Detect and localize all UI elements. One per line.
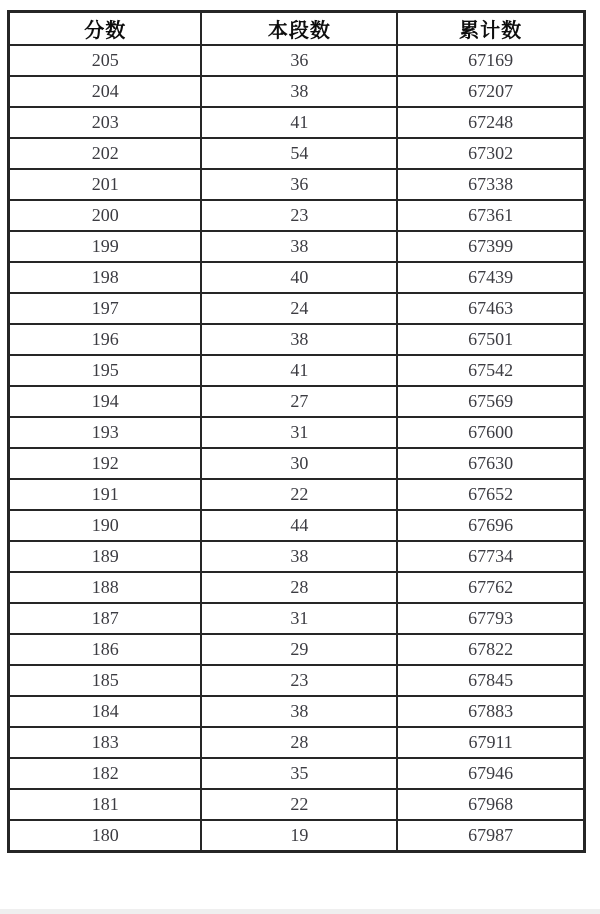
table-row: [9, 789, 585, 820]
score-cell: 191: [9, 479, 202, 510]
table-row: [9, 603, 585, 634]
score-cell: 186: [9, 634, 202, 665]
score-cell: 200: [9, 200, 202, 231]
table-row: [9, 324, 585, 355]
segment-count-cell: 36: [201, 169, 397, 200]
score-cell: 204: [9, 76, 202, 107]
segment-count-cell: 28: [201, 727, 397, 758]
segment-count-cell: 38: [201, 231, 397, 262]
score-cell: 187: [9, 603, 202, 634]
score-cell: 196: [9, 324, 202, 355]
table-row: [9, 169, 585, 200]
score-cell: 197: [9, 293, 202, 324]
score-cell: 185: [9, 665, 202, 696]
cumulative-count-cell: 67696: [397, 510, 584, 541]
cumulative-count-cell: 67987: [397, 820, 584, 852]
cumulative-count-cell: 67600: [397, 417, 584, 448]
table-row: [9, 76, 585, 107]
table-row: [9, 355, 585, 386]
table-row: [9, 665, 585, 696]
cumulative-count-cell: 67439: [397, 262, 584, 293]
table-row: [9, 727, 585, 758]
score-cell: 195: [9, 355, 202, 386]
segment-count-cell: 54: [201, 138, 397, 169]
segment-count-cell: 31: [201, 417, 397, 448]
score-cell: 198: [9, 262, 202, 293]
table-row: [9, 262, 585, 293]
table-body: [9, 45, 585, 852]
segment-count-cell: 38: [201, 541, 397, 572]
score-cell: 190: [9, 510, 202, 541]
cumulative-count-cell: 67946: [397, 758, 584, 789]
score-distribution-table: [7, 10, 586, 853]
segment-count-cell: 35: [201, 758, 397, 789]
cumulative-count-cell: 67822: [397, 634, 584, 665]
cumulative-count-cell: 67845: [397, 665, 584, 696]
cumulative-count-cell: 67501: [397, 324, 584, 355]
cumulative-count-cell: 67630: [397, 448, 584, 479]
header-row: [9, 12, 585, 46]
segment-count-cell: 28: [201, 572, 397, 603]
cumulative-count-cell: 67883: [397, 696, 584, 727]
segment-count-cell: 41: [201, 355, 397, 386]
table-row: [9, 820, 585, 852]
table-row: [9, 634, 585, 665]
table-row: [9, 386, 585, 417]
score-cell: 194: [9, 386, 202, 417]
cumulative-count-cell: 67248: [397, 107, 584, 138]
segment-count-cell: 38: [201, 324, 397, 355]
score-cell: 203: [9, 107, 202, 138]
segment-count-cell: 31: [201, 603, 397, 634]
cumulative-count-cell: 67652: [397, 479, 584, 510]
cumulative-count-cell: 67734: [397, 541, 584, 572]
segment-count-cell: 30: [201, 448, 397, 479]
score-cell: 193: [9, 417, 202, 448]
table-row: [9, 293, 585, 324]
segment-count-cell: 36: [201, 45, 397, 76]
segment-count-cell: 19: [201, 820, 397, 852]
segment-count-cell: 24: [201, 293, 397, 324]
cumulative-count-cell: 67911: [397, 727, 584, 758]
cumulative-count-cell: 67793: [397, 603, 584, 634]
score-cell: 184: [9, 696, 202, 727]
cumulative-count-cell: 67968: [397, 789, 584, 820]
score-cell: 205: [9, 45, 202, 76]
score-cell: 182: [9, 758, 202, 789]
cumulative-count-cell: 67207: [397, 76, 584, 107]
segment-count-cell: 38: [201, 696, 397, 727]
score-cell: 189: [9, 541, 202, 572]
header-score: 分数: [9, 12, 202, 46]
segment-count-cell: 44: [201, 510, 397, 541]
table-row: [9, 572, 585, 603]
cumulative-count-cell: 67463: [397, 293, 584, 324]
segment-count-cell: 29: [201, 634, 397, 665]
cumulative-count-cell: 67762: [397, 572, 584, 603]
segment-count-cell: 23: [201, 665, 397, 696]
score-cell: 192: [9, 448, 202, 479]
cumulative-count-cell: 67542: [397, 355, 584, 386]
cumulative-count-cell: 67302: [397, 138, 584, 169]
segment-count-cell: 40: [201, 262, 397, 293]
segment-count-cell: 23: [201, 200, 397, 231]
cumulative-count-cell: 67169: [397, 45, 584, 76]
table-row: [9, 200, 585, 231]
segment-count-cell: 22: [201, 789, 397, 820]
table-row: [9, 417, 585, 448]
cumulative-count-cell: 67338: [397, 169, 584, 200]
table-row: [9, 45, 585, 76]
score-cell: 199: [9, 231, 202, 262]
score-cell: 181: [9, 789, 202, 820]
score-cell: 202: [9, 138, 202, 169]
score-cell: 180: [9, 820, 202, 852]
page-bottom-edge: [0, 909, 600, 914]
table-row: [9, 107, 585, 138]
segment-count-cell: 41: [201, 107, 397, 138]
table-row: [9, 138, 585, 169]
segment-count-cell: 22: [201, 479, 397, 510]
table-row: [9, 541, 585, 572]
header-segment-count: 本段数: [201, 12, 397, 46]
table-row: [9, 510, 585, 541]
score-cell: 201: [9, 169, 202, 200]
table-row: [9, 231, 585, 262]
cumulative-count-cell: 67361: [397, 200, 584, 231]
table-row: [9, 758, 585, 789]
table-row: [9, 448, 585, 479]
score-cell: 188: [9, 572, 202, 603]
table-row: [9, 696, 585, 727]
score-cell: 183: [9, 727, 202, 758]
table-row: [9, 479, 585, 510]
segment-count-cell: 27: [201, 386, 397, 417]
cumulative-count-cell: 67569: [397, 386, 584, 417]
header-cumulative-count: 累计数: [397, 12, 584, 46]
segment-count-cell: 38: [201, 76, 397, 107]
cumulative-count-cell: 67399: [397, 231, 584, 262]
